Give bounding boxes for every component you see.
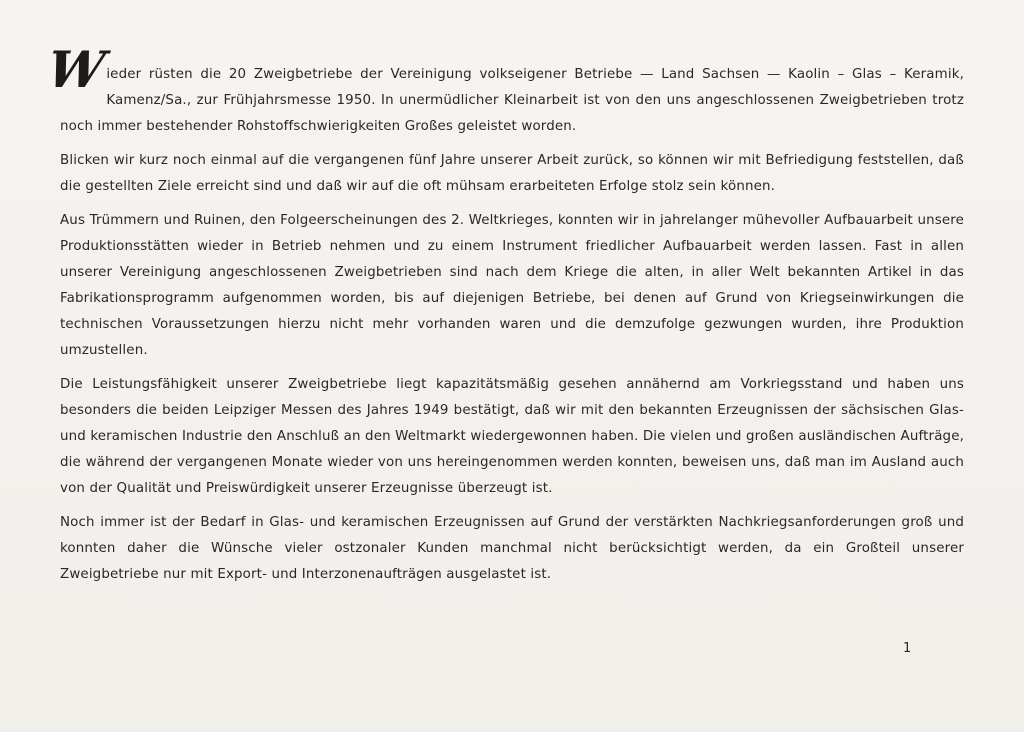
drop-cap: W <box>43 40 109 99</box>
paragraph-1-text: ieder rüsten die 20 Zweigbetriebe der Vereinigung volkseigener Betriebe — Land Sachsen — Kaolin – Glas – Keramik, Kamenz/Sa., zur Frühjahrsmesse 1950. In unermüdlicher Kleinarbeit ist von den uns angeschlossenen Zweigbetrieben trotz noch immer bestehender Rohstoffschwierigkeiten Großes geleistet worden. <box>60 67 964 134</box>
paragraph-3: Aus Trümmern und Ruinen, den Folgeerscheinungen des 2. Weltkrieges, konnten wir in jahrelanger mühevoller Aufbauarbeit unsere Produktionsstätten wieder in Betrieb nehmen und zu einem Instrument friedlicher Aufbauarbeit werden lassen. Fast in allen unserer Vereinigung angeschlossenen Zweigbetrieben sind nach dem Kriege die alten, in aller Welt bekannten Artikel in das Fabrikationsprogramm aufgenommen worden, bis auf diejenigen Betriebe, bei denen auf Grund von Kriegseinwirkungen die technischen Voraussetzungen hierzu nicht mehr vorhanden waren und die demzufolge gezwungen wurden, ihre Produktion umzustellen. <box>60 213 964 358</box>
body-text <box>43 40 964 596</box>
paragraph-1 <box>43 40 964 140</box>
paragraph-5: Noch immer ist der Bedarf in Glas- und keramischen Erzeugnissen auf Grund der verstärkten Nachkriegsanforderungen groß und konnten daher die Wünsche vieler ostzonaler Kunden manchmal nicht berücksichtigt werden, da ein Großteil unserer Zweigbetriebe nur mit Export- und Interzonenaufträgen ausgelastet ist. <box>60 515 964 582</box>
page-number: 1 <box>903 641 912 656</box>
paragraph-4: Die Leistungsfähigkeit unserer Zweigbetriebe liegt kapazitätsmäßig gesehen annähernd am Vorkriegsstand und haben uns besonders die beiden Leipziger Messen des Jahres 1949 bestätigt, daß wir mit den bekannten Erzeugnissen der sächsischen Glas- und keramischen Industrie den Anschluß an den Weltmarkt wiedergewonnen haben. Die vielen und großen ausländischen Aufträge, die während der vergangenen Monate wieder von uns hereingenommen werden konnten, beweisen uns, daß man im Ausland auch von der Qualität und Preiswürdigkeit unserer Erzeugnisse überzeugt ist. <box>60 377 964 496</box>
paragraph-2: Blicken wir kurz noch einmal auf die vergangenen fünf Jahre unserer Arbeit zurück, so können wir mit Befriedigung feststellen, daß die gestellten Ziele erreicht sind und daß wir auf die oft mühsam erarbeiteten Erfolge stolz sein können. <box>60 153 964 194</box>
